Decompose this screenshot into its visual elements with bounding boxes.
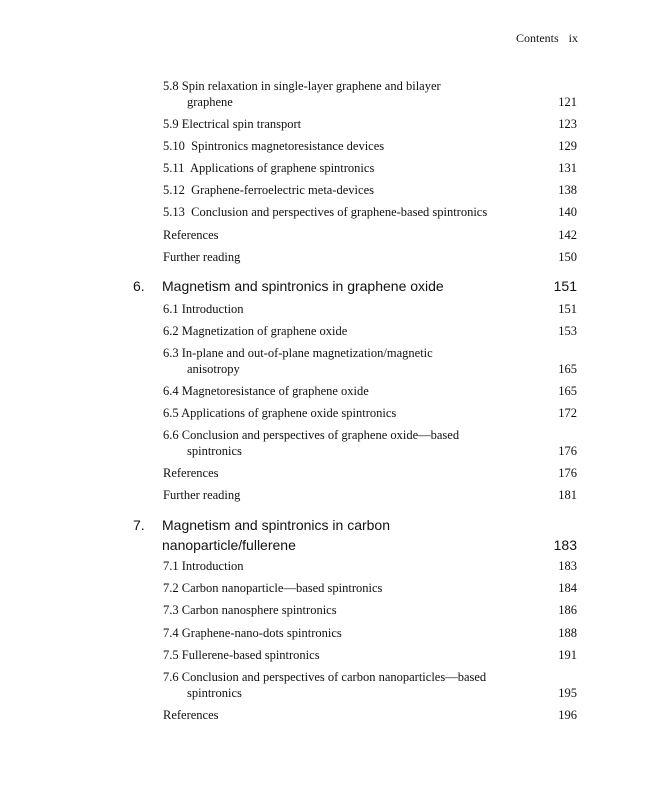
toc-entry-page: 123 [558, 117, 577, 131]
toc-entry-page: 188 [558, 626, 577, 640]
toc-entry-page: 165 [558, 384, 577, 398]
toc-entry-page: 186 [558, 603, 577, 617]
toc-entry[interactable] [163, 138, 577, 154]
toc-entry-title: References [163, 708, 219, 722]
chapter-page: 183 [553, 537, 577, 553]
toc-entry-title: 5.11 Applications of graphene spintronics [163, 161, 375, 175]
toc-entry-title-cont: graphene [187, 95, 233, 109]
toc-entry-page: 121 [558, 95, 577, 109]
toc-entry-title: 5.13 Conclusion and perspectives of graphene-based spintronics [163, 205, 488, 219]
toc-entry[interactable] [163, 345, 577, 377]
toc-entry-title: 6.6 Conclusion and perspectives of graphene oxide—based [163, 428, 460, 442]
toc-entry[interactable] [163, 580, 577, 596]
toc-chapter-6[interactable] [133, 276, 577, 296]
toc-entry-title: 5.8 Spin relaxation in single-layer graphene and bilayer [163, 79, 441, 93]
toc-entry-page: 176 [558, 444, 577, 458]
toc-entry-references[interactable] [163, 465, 577, 481]
toc-entry[interactable] [163, 182, 577, 198]
toc-entry-title: 7.2 Carbon nanoparticle—based spintronics [163, 581, 383, 595]
toc-entry[interactable] [163, 427, 577, 459]
toc-entry-title: 6.1 Introduction [163, 302, 244, 316]
toc-entry-page: 181 [558, 488, 577, 502]
toc-entry-title: 5.9 Electrical spin transport [163, 117, 302, 131]
toc-entry-page: 140 [558, 205, 577, 219]
chapter-title: Magnetism and spintronics in carbon [162, 517, 391, 533]
toc-entry[interactable] [163, 669, 577, 701]
toc-entry[interactable] [163, 625, 577, 641]
toc-entry-page: 172 [558, 406, 577, 420]
chapter-number: 7. [133, 517, 145, 533]
toc-entry[interactable] [163, 602, 577, 618]
toc-entry-references[interactable] [163, 707, 577, 723]
toc-entry-page: 153 [558, 324, 577, 338]
header-page-number: ix [568, 31, 578, 45]
toc-entry-further-reading[interactable] [163, 487, 577, 503]
toc-entry-page: 151 [558, 302, 577, 316]
toc-entry-page: 138 [558, 183, 577, 197]
toc-entry-title: 6.3 In-plane and out-of-plane magnetization/magnetic [163, 346, 433, 360]
toc-entry-title: References [163, 228, 219, 242]
toc-entry[interactable] [163, 116, 577, 132]
toc-entry-page: 195 [558, 686, 577, 700]
toc-entry-title: 6.2 Magnetization of graphene oxide [163, 324, 348, 338]
toc-entry-title-cont: spintronics [187, 686, 242, 700]
toc-entry-title: 5.10 Spintronics magnetoresistance devices [163, 139, 385, 153]
running-header [516, 31, 578, 46]
toc-entry-title: Further reading [163, 250, 241, 264]
toc-entry[interactable] [163, 647, 577, 663]
toc-entry-page: 165 [558, 362, 577, 376]
toc-entry[interactable] [163, 160, 577, 176]
toc-entry-title: 6.4 Magnetoresistance of graphene oxide [163, 384, 369, 398]
toc-entry-page: 184 [558, 581, 577, 595]
chapter-number: 6. [133, 278, 145, 294]
toc-entry-references[interactable] [163, 227, 577, 243]
chapter-title: Magnetism and spintronics in graphene oxide [162, 278, 444, 294]
header-section: Contents [515, 31, 559, 45]
toc-entry[interactable] [163, 301, 577, 317]
toc-entry-page: 129 [558, 139, 577, 153]
toc-entry-page: 176 [558, 466, 577, 480]
toc-entry[interactable] [163, 383, 577, 399]
toc-entry-page: 142 [558, 228, 577, 242]
toc-entry-title: Further reading [163, 488, 241, 502]
toc-entry-title: 7.5 Fullerene-based spintronics [163, 648, 320, 662]
toc-entry-page: 183 [558, 559, 577, 573]
toc-entry-title: 7.6 Conclusion and perspectives of carbon nanoparticles—based [163, 670, 487, 684]
toc-entry-title-cont: spintronics [187, 444, 242, 458]
toc-entry-page: 196 [558, 708, 577, 722]
toc-entry-page: 150 [558, 250, 577, 264]
toc-entry[interactable] [163, 405, 577, 421]
toc-entry-title: 6.5 Applications of graphene oxide spintronics [163, 406, 397, 420]
toc-entry-title: 7.3 Carbon nanosphere spintronics [163, 603, 337, 617]
toc-entry-title-cont: anisotropy [187, 362, 240, 376]
chapter-title-cont: nanoparticle/fullerene [162, 537, 296, 553]
toc-chapter-7[interactable] [133, 515, 577, 555]
toc-entry-page: 131 [558, 161, 577, 175]
toc-entry[interactable] [163, 558, 577, 574]
toc-entry[interactable] [163, 78, 577, 110]
toc-entry-title: References [163, 466, 219, 480]
toc-entry-page: 191 [558, 648, 577, 662]
toc-entry-title: 7.4 Graphene-nano-dots spintronics [163, 626, 342, 640]
toc-entry[interactable] [163, 323, 577, 339]
toc-entry-further-reading[interactable] [163, 249, 577, 265]
toc-entry-title: 5.12 Graphene-ferroelectric meta-devices [163, 183, 374, 197]
toc-entry-title: 7.1 Introduction [163, 559, 244, 573]
toc-entry[interactable] [163, 204, 577, 220]
chapter-page: 151 [553, 278, 577, 294]
